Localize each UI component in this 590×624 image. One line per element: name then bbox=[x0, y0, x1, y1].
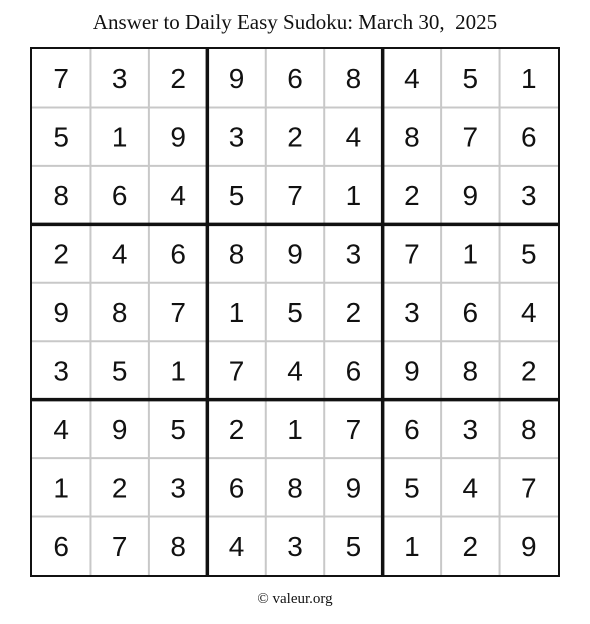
sudoku-cell: 1 bbox=[345, 180, 362, 212]
sudoku-cell: 8 bbox=[53, 180, 70, 212]
sudoku-cell: 3 bbox=[404, 297, 420, 328]
sudoku-grid bbox=[32, 49, 558, 575]
sudoku-cell: 4 bbox=[228, 530, 245, 562]
sudoku-cell: 6 bbox=[111, 180, 128, 212]
sudoku-cell: 9 bbox=[520, 530, 537, 562]
sudoku-cell: 8 bbox=[404, 121, 420, 153]
sudoku-cell: 4 bbox=[287, 355, 303, 387]
sudoku-cell: 4 bbox=[520, 297, 537, 328]
sudoku-cell: 7 bbox=[53, 63, 70, 95]
sudoku-cell: 2 bbox=[53, 238, 70, 270]
sudoku-cell: 5 bbox=[404, 472, 420, 504]
sudoku-cell: 2 bbox=[170, 63, 186, 95]
sudoku-cell: 2 bbox=[287, 121, 303, 153]
sudoku-cell: 4 bbox=[111, 238, 128, 270]
copyright-footer: © valeur.org bbox=[257, 591, 333, 607]
sudoku-cell: 5 bbox=[53, 121, 70, 153]
sudoku-cell: 1 bbox=[53, 472, 70, 504]
sudoku-cell: 1 bbox=[111, 121, 128, 153]
sudoku-cell: 2 bbox=[345, 297, 362, 328]
sudoku-cell: 3 bbox=[462, 413, 479, 445]
sudoku-cell: 8 bbox=[287, 472, 303, 504]
sudoku-cell: 3 bbox=[170, 472, 186, 504]
sudoku-cell: 2 bbox=[111, 472, 128, 504]
sudoku-cell: 1 bbox=[404, 530, 420, 562]
sudoku-cell: 7 bbox=[520, 472, 537, 504]
sudoku-cell: 9 bbox=[53, 297, 70, 328]
sudoku-cell: 9 bbox=[404, 355, 420, 387]
sudoku-cell: 1 bbox=[462, 238, 479, 270]
sudoku-cell: 3 bbox=[228, 121, 245, 153]
sudoku-cell: 2 bbox=[462, 530, 479, 562]
sudoku-cell: 6 bbox=[345, 355, 362, 387]
sudoku-cell: 9 bbox=[287, 238, 303, 270]
sudoku-cell: 8 bbox=[520, 413, 537, 445]
sudoku-cell: 3 bbox=[287, 530, 303, 562]
sudoku-cell: 3 bbox=[345, 238, 362, 270]
sudoku-cell: 5 bbox=[111, 355, 128, 387]
sudoku-cell: 8 bbox=[170, 530, 186, 562]
sudoku-cell: 1 bbox=[520, 63, 537, 95]
sudoku-cell: 6 bbox=[287, 63, 303, 95]
sudoku-cell: 5 bbox=[345, 530, 362, 562]
sudoku-cell: 4 bbox=[170, 180, 186, 212]
sudoku-cell: 7 bbox=[287, 180, 303, 212]
sudoku-cell: 1 bbox=[170, 355, 186, 387]
sudoku-cell: 5 bbox=[520, 238, 537, 270]
sudoku-cell: 5 bbox=[462, 63, 479, 95]
sudoku-cell: 4 bbox=[462, 472, 479, 504]
sudoku-cell: 3 bbox=[53, 355, 70, 387]
sudoku-cell: 8 bbox=[345, 63, 362, 95]
sudoku-cell: 5 bbox=[228, 180, 245, 212]
sudoku-cell: 6 bbox=[520, 121, 537, 153]
sudoku-cell: 7 bbox=[111, 530, 128, 562]
sudoku-cell: 6 bbox=[53, 530, 70, 562]
sudoku-cell: 8 bbox=[228, 238, 245, 270]
sudoku-cell: 7 bbox=[345, 413, 362, 445]
sudoku-cell: 4 bbox=[53, 413, 70, 445]
sudoku-cell: 7 bbox=[170, 297, 186, 328]
sudoku-cell: 6 bbox=[228, 472, 245, 504]
sudoku-cell: 7 bbox=[404, 238, 420, 270]
puzzle-title: Answer to Daily Easy Sudoku: March 30, 2025 bbox=[92, 10, 498, 34]
sudoku-cell: 9 bbox=[345, 472, 362, 504]
sudoku-cell: 7 bbox=[228, 355, 245, 387]
sudoku-cell: 8 bbox=[462, 355, 479, 387]
sudoku-cell: 2 bbox=[228, 413, 245, 445]
sudoku-cell: 6 bbox=[170, 238, 186, 270]
sudoku-cell: 9 bbox=[111, 413, 128, 445]
sudoku-cell: 6 bbox=[404, 413, 420, 445]
sudoku-cell: 3 bbox=[520, 180, 537, 212]
sudoku-cell: 9 bbox=[228, 63, 245, 95]
sudoku-board bbox=[30, 47, 560, 577]
sudoku-cell: 9 bbox=[462, 180, 479, 212]
sudoku-cell: 3 bbox=[111, 63, 128, 95]
sudoku-cell: 5 bbox=[287, 297, 303, 328]
sudoku-cell: 2 bbox=[404, 180, 420, 212]
sudoku-cell: 8 bbox=[111, 297, 128, 328]
sudoku-cell: 2 bbox=[520, 355, 537, 387]
sudoku-cell: 1 bbox=[228, 297, 245, 328]
sudoku-cell: 6 bbox=[462, 297, 479, 328]
sudoku-cell: 4 bbox=[404, 63, 420, 95]
sudoku-cell: 5 bbox=[170, 413, 186, 445]
sudoku-cell: 7 bbox=[462, 121, 479, 153]
sudoku-cell: 9 bbox=[170, 121, 186, 153]
sudoku-cell: 4 bbox=[345, 121, 362, 153]
sudoku-cell: 1 bbox=[287, 413, 303, 445]
